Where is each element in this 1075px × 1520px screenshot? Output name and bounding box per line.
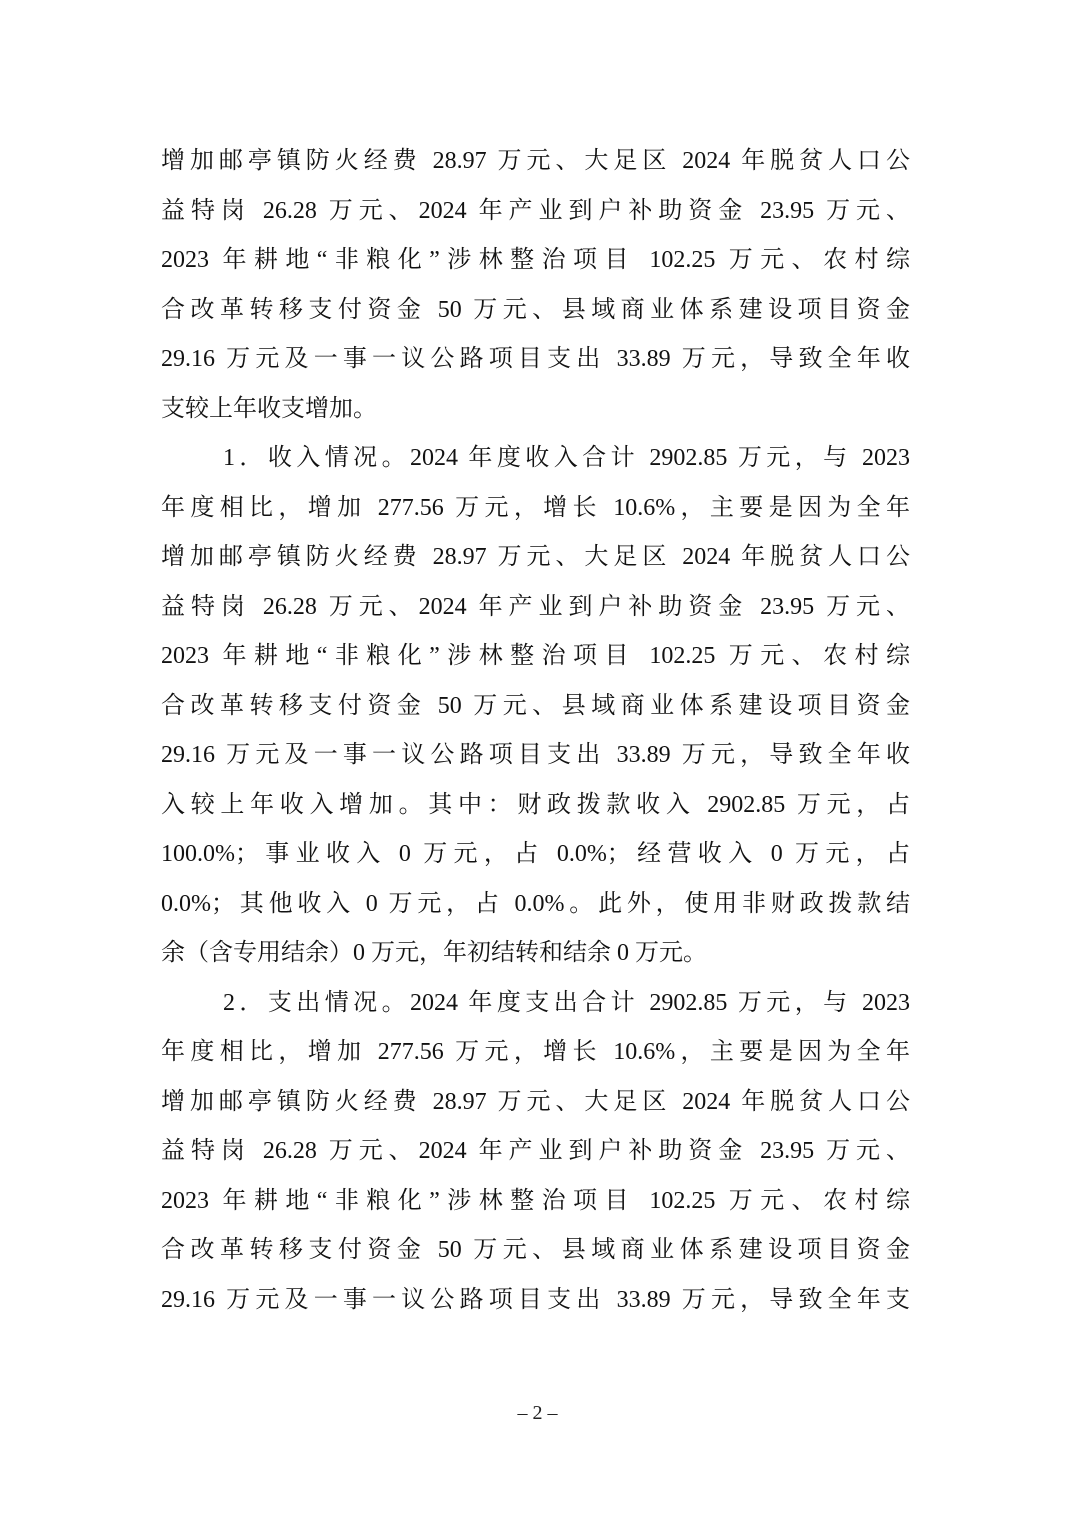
page-number: – 2 – xyxy=(517,1402,558,1424)
text-line: 年度相比，增加 277.56 万元，增长 10.6%，主要是因为全年 xyxy=(161,494,910,521)
text-line: 益特岗 26.28 万元、2024 年产业到户补助资金 23.95 万元、 xyxy=(161,197,910,224)
text-line: 益特岗 26.28 万元、2024 年产业到户补助资金 23.95 万元、 xyxy=(161,593,910,620)
text-line: 增加邮亭镇防火经费 28.97 万元、大足区 2024 年脱贫人口公 xyxy=(161,544,910,570)
text-line: 增加邮亭镇防火经费 28.97 万元、大足区 2024 年脱贫人口公 xyxy=(161,1088,910,1115)
text-line: 2023 年耕地“非粮化”涉林整治项目 102.25 万元、农村综 xyxy=(161,643,910,669)
text-line: 合改革转移支付资金 50 万元、县域商业体系建设项目资金 xyxy=(161,1237,910,1263)
text-line: 2023 年耕地“非粮化”涉林整治项目 102.25 万元、农村综 xyxy=(161,1187,910,1214)
document-body xyxy=(161,137,910,1325)
text-line: 入较上年收入增加。其中：财政拨款收入 2902.85 万元，占 xyxy=(161,791,910,818)
text-line: 29.16 万元及一事一议公路项目支出 33.89 万元，导致全年收 xyxy=(161,346,910,372)
text-line: 2023 年耕地“非粮化”涉林整治项目 102.25 万元、农村综 xyxy=(161,247,910,273)
text-line: 29.16 万元及一事一议公路项目支出 33.89 万元，导致全年支 xyxy=(161,1286,910,1313)
paragraph-income xyxy=(161,434,910,979)
text-line: 年度相比，增加 277.56 万元，增长 10.6%，主要是因为全年 xyxy=(161,1039,910,1065)
text-line: 益特岗 26.28 万元、2024 年产业到户补助资金 23.95 万元、 xyxy=(161,1138,910,1164)
text-line: 2．支出情况。2024 年度支出合计 2902.85 万元，与 2023 xyxy=(223,989,910,1016)
text-line: 合改革转移支付资金 50 万元、县域商业体系建设项目资金 xyxy=(161,692,910,719)
text-line: 0.0%；其他收入 0 万元，占 0.0%。此外，使用非财政拨款结 xyxy=(161,890,910,917)
paragraph-expenditure xyxy=(161,979,910,1326)
text-line: 29.16 万元及一事一议公路项目支出 33.89 万元，导致全年收 xyxy=(161,742,910,768)
text-line: 增加邮亭镇防火经费 28.97 万元、大足区 2024 年脱贫人口公 xyxy=(161,148,910,174)
text-line: 1．收入情况。2024 年度收入合计 2902.85 万元，与 2023 xyxy=(223,445,910,471)
text-line: 100.0%；事业收入 0 万元，占 0.0%；经营收入 0 万元，占 xyxy=(161,841,910,867)
paragraph-carryover xyxy=(161,137,910,434)
text-line: 合改革转移支付资金 50 万元、县域商业体系建设项目资金 xyxy=(161,296,910,323)
text-line: 支较上年收支增加。 xyxy=(161,395,377,422)
text-line: 余（含专用结余）0 万元，年初结转和结余 0 万元。 xyxy=(161,940,707,966)
